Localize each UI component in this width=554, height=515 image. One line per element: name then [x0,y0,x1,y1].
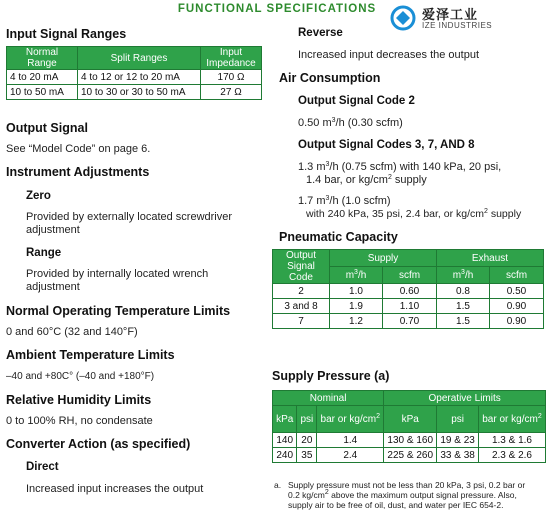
logo-chinese-name: 爱泽工业 [422,7,479,22]
col-exhaust: Exhaust [436,250,543,267]
instrument-adjustments-heading: Instrument Adjustments [6,165,150,179]
table-cell: 225 & 260 [384,448,437,463]
table-row [273,284,544,299]
table-cell: 170 Ω [201,70,262,85]
value-part: 0.50 m [298,117,332,129]
table-cell: 130 & 160 [384,433,437,448]
table-cell: 33 & 38 [437,448,479,463]
company-logo [390,4,550,36]
value-part: 1.3 m [298,161,326,173]
superscript: 2 [376,412,381,420]
direct-text: Increased input increases the output [26,483,204,495]
superscript: 3 [325,161,330,168]
superscript: 3 [331,117,336,124]
value-part: /h [464,269,474,281]
ambient-temp-heading: Ambient Temperature Limits [6,348,175,362]
table-cell: 240 [273,448,297,463]
ize-logo-icon [390,5,416,31]
table-cell: 4 to 12 or 12 to 20 mA [78,70,201,85]
table-cell: 1.2 [330,314,383,329]
table-cell: 2.3 & 2.6 [478,448,545,463]
logo-english-name: IZE INDUSTRIES [422,21,493,30]
superscript: 2 [324,489,329,496]
normal-temp-text: 0 and 60°C (32 and 140°F) [6,326,138,338]
col-operative-limits: Operative Limits [384,391,546,406]
table-cell: 0.90 [489,314,543,329]
normal-temp-heading: Normal Operating Temperature Limits [6,304,231,318]
col-normal-range: Normal Range [7,47,78,70]
humidity-text: 0 to 100% RH, no condensate [6,415,153,427]
col-nominal-bar [317,406,384,433]
value-part: /h (0.30 scfm) [335,117,403,129]
range-heading: Range [26,247,62,259]
value-part: with 240 kPa, 35 psi, 2.4 bar, or kg/cm [306,208,485,220]
superscript: 3 [461,268,465,276]
supply-pressure-heading: Supply Pressure (a) [272,369,390,383]
superscript: 2 [387,174,392,181]
codes-line-3 [298,195,391,208]
code2-value [298,117,403,130]
value-part: m [345,269,355,281]
table-cell: 7 [273,314,330,329]
direct-heading: Direct [26,461,59,473]
input-signal-heading: Input Signal Ranges [6,27,127,41]
footnote-line [288,490,550,500]
table-cell: 27 Ω [201,85,262,100]
ambient-temp-text: –40 and +80C° (–40 and +180°F) [6,371,155,382]
table-row [273,448,546,463]
table-cell: 1.3 & 1.6 [478,433,545,448]
value-part: supply [487,208,522,220]
col-output-signal-code: Output Signal Code [273,250,330,284]
superscript: 2 [537,412,542,420]
range-text: Provided by internally located wrench adjustment [26,268,209,293]
footnote-label: a. [274,480,282,490]
col-input-impedance: Input Impedance [201,47,262,70]
col-supply: Supply [330,250,437,267]
output-signal-heading: Output Signal [6,121,88,135]
table-cell: 0.8 [436,284,489,299]
col-exhaust-scfm: scfm [489,267,543,284]
codes-line-1 [298,161,501,174]
converter-action-heading: Converter Action (as specified) [6,437,191,451]
col-nominal-kpa: kPa [273,406,297,433]
table-cell: 1.5 [436,299,489,314]
table-row [273,314,544,329]
col-nominal: Nominal [273,391,384,406]
table-cell: 0.50 [489,284,543,299]
codes-heading: Output Signal Codes 3, 7, AND 8 [298,139,475,151]
table-row [7,85,262,100]
table-cell: 1.9 [330,299,383,314]
supply-pressure-footnote [288,480,550,510]
value-part: /h (1.0 scfm) [329,195,391,207]
col-nominal-psi: psi [297,406,317,433]
col-supply-scfm: scfm [383,267,437,284]
table-cell: 140 [273,433,297,448]
value-part: above the maximum output signal pressure. Also, [328,490,517,500]
table-cell: 1.0 [330,284,383,299]
table-cell: 0.60 [383,284,437,299]
value-part: /h (0.75 scfm) with 140 kPa, 20 psi, [329,161,502,173]
value-part: supply [391,174,427,186]
reverse-text: Increased input decreases the output [298,49,480,61]
codes-line-4 [306,208,521,221]
reverse-heading: Reverse [298,27,343,39]
input-signal-table [6,46,262,100]
superscript: 3 [354,268,358,276]
superscript: 3 [325,195,330,202]
zero-text: Provided by externally located screwdriver adjustment [26,211,233,236]
table-cell: 10 to 50 mA [7,85,78,100]
table-cell: 10 to 30 or 30 to 50 mA [78,85,201,100]
table-cell: 3 and 8 [273,299,330,314]
footnote-line: supply air to be free of oil, dust, and water per IEC 654-2. [288,500,504,510]
table-cell: 1.4 [317,433,384,448]
value-part: 1.7 m [298,195,326,207]
table-cell: 4 to 20 mA [7,70,78,85]
table-row [273,433,546,448]
zero-heading: Zero [26,190,51,202]
table-cell: 1.10 [383,299,437,314]
table-cell: 2 [273,284,330,299]
col-operative-kpa: kPa [384,406,437,433]
col-supply-m3h [330,267,383,284]
footnote-line: Supply pressure must not be less than 20 kPa, 3 psi, 0.2 bar or [288,480,526,490]
table-cell: 0.90 [489,299,543,314]
table-row [273,299,544,314]
table-cell: 20 [297,433,317,448]
superscript: 2 [484,208,488,215]
value-part: 1.4 bar, or kg/cm [306,174,388,186]
codes-line-2 [306,174,427,187]
value-part: /h [357,269,367,281]
value-part: bar or kg/cm [320,413,377,425]
table-row [7,70,262,85]
value-part: m [452,269,462,281]
col-operative-bar [478,406,545,433]
table-cell: 35 [297,448,317,463]
page-title: FUNCTIONAL SPECIFICATIONS [177,3,377,15]
table-cell: 1.5 [436,314,489,329]
code2-heading: Output Signal Code 2 [298,95,415,107]
table-cell: 19 & 23 [437,433,479,448]
humidity-heading: Relative Humidity Limits [6,393,152,407]
value-part: 0.2 kg/cm [288,490,325,500]
table-cell: 2.4 [317,448,384,463]
pneumatic-capacity-table [272,249,544,329]
air-consumption-heading: Air Consumption [279,71,381,85]
supply-pressure-table [272,390,546,463]
value-part: bar or kg/cm [482,413,538,425]
pneumatic-heading: Pneumatic Capacity [279,230,398,244]
output-signal-text: See “Model Code” on page 6. [6,143,151,155]
col-operative-psi: psi [437,406,479,433]
col-exhaust-m3h [436,267,489,284]
col-split-ranges: Split Ranges [78,47,201,70]
table-cell: 0.70 [383,314,437,329]
